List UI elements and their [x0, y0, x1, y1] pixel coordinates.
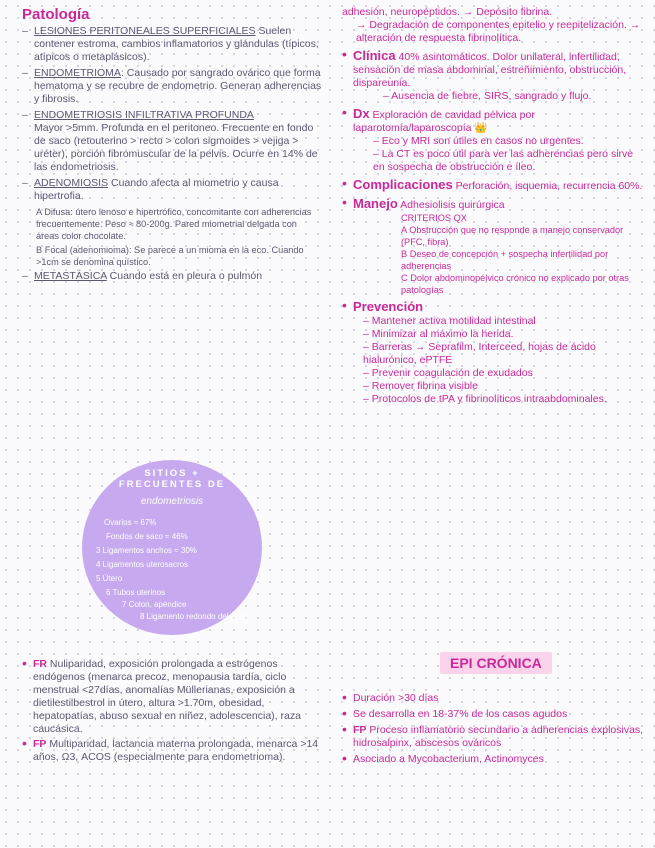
prevencion-line: – Minimizar al máximo la herida. [363, 328, 514, 340]
epi-fp-label: FP [353, 724, 367, 736]
circle-line: 5 Útero [96, 574, 123, 583]
complicaciones-label: Complicaciones [353, 177, 453, 192]
adenomiosis-text: Cuando afecta al miometrio y causa hipertrofia. [34, 177, 279, 202]
fp-item [22, 738, 322, 764]
lesiones-block [22, 25, 322, 64]
clinica-item [342, 49, 647, 103]
epi-item-text: Asociado a Mycobacterium, Actinomyces [353, 753, 544, 765]
epi-item [342, 692, 647, 705]
factores-block [22, 658, 322, 764]
metastasica-block [22, 270, 322, 283]
epi-item [342, 708, 647, 721]
endometrioma-text: Causado por sangrado ovárico que forma hematoma y se recubre de endometrio. Generan adherencias y fibrosis. [34, 67, 322, 105]
prevencion-line: – Barreras → Seprafilm, Interceed, hojas de ácido hialurónico, ePTFE [363, 341, 596, 366]
prevencion-line: – Prevenir coagulación de exudados [363, 367, 533, 379]
criterio-c [353, 272, 647, 296]
infiltrativa-text: Mayor >5mm. Profunda en el peritoneo. Frecuente en fondo de saco (retouterino > recto > colon sigmoides > vejiga > uréter), porción fibromuscular de la pelvis. Ocurre en 14% de las endometriosis. [34, 122, 318, 173]
circle-line: 4 Ligamentos uterosacros [96, 560, 189, 569]
adeno-sub-b-text: Focal (adenomioma): Se parece a un mioma en la eco. Cuando >1cm se denomina quístico. [36, 245, 304, 267]
clinica-sub: – Ausencia de fiebre, SIRS, sangrado y flujo. [383, 90, 592, 102]
circle-line: 8 Ligamento redondo del útero [140, 612, 249, 621]
epi-list [342, 692, 647, 766]
adeno-sub-b-letter: B [36, 245, 43, 255]
adeno-sub-b [22, 244, 322, 268]
endometrioma-block: – ENDOMETRIOMA: Causado por sangrado ovárico que forma hematoma y se recubre de endometrio. Generan adherencias y fibrosis. [22, 67, 322, 106]
dx-label: Dx [353, 106, 370, 121]
epi-cronica-badge-wrap [440, 652, 552, 674]
adeno-sub-a-letter: A [36, 207, 42, 217]
circle-title-2: FRECUENTES DE [118, 479, 226, 490]
adenomiosis-block [22, 177, 322, 203]
metastasica-title: METASTÁSICA [34, 270, 107, 282]
criterio-b-letter: B [401, 249, 408, 259]
epi-item-text: Se desarrolla en 18-37% de los casos agudos [353, 708, 568, 720]
fp-label: FP [33, 738, 47, 750]
dx-sub-2: – La CT es poco útil para ver las adherencias pero sirve en sospecha de obstrucción e íleo. [373, 148, 634, 173]
criterio-b-text: Deseo de concepción + sospecha infertilidad por adherencias [401, 249, 609, 271]
lesiones-title: LESIONES PERITONEALES SUPERFICIALES [34, 25, 256, 37]
metastasica-text: Cuando está en pleura o pulmón [109, 270, 263, 282]
endometrioma-title: ENDOMETRIOMA [34, 67, 121, 79]
epi-item [342, 753, 647, 766]
prevencion-line: – Protocolos de tPA y fibrinolíticos intraabdominales. [363, 393, 607, 405]
epi-item-text: Duración >30 días [353, 692, 439, 704]
circle-script: endometriosis [140, 496, 204, 507]
criterio-a [353, 224, 647, 248]
top-line-1: adhesión, neuropéptidos. → Depósito fibrina. [342, 6, 553, 18]
epi-cronica-badge: EPI CRÓNICA [440, 652, 552, 674]
circle-line: 7 Colon, apéndice [122, 600, 187, 609]
infiltrativa-block [22, 109, 322, 174]
prevencion-item [342, 300, 647, 406]
prevencion-line: – Remover fibrina visible [363, 380, 478, 392]
right-column [342, 6, 647, 406]
manejo-text: Adhesiolisis quirúrgica [400, 199, 505, 211]
dx-item [342, 107, 647, 174]
infiltrativa-title: ENDOMETRIOSIS INFILTRATIVA PROFUNDA [34, 109, 254, 121]
criterios-label: CRITERIOS QX [401, 213, 467, 223]
dx-text: Exploración de cavidad pélvica por laparotomía/laparoscopía 👑 [353, 109, 535, 134]
epi-item-text: Proceso inflamatorio secundario a adherencias explosivas, hidrosalpinx, abscesos ováricos [353, 724, 644, 749]
prevencion-label: Prevención [353, 299, 424, 314]
left-column [22, 6, 322, 286]
manejo-label: Manejo [353, 196, 398, 211]
dx-sub-1: – Eco y MRI son útiles en casos no urgentes. [373, 135, 584, 147]
prevencion-line: – Mantener activa motilidad intestinal [363, 315, 536, 327]
criterio-c-text: Dolor abdominopélvico crónico no explicado por otras patologías [401, 273, 629, 295]
adenomiosis-title: ADENOMIOSIS [34, 177, 109, 189]
patologia-heading: Patología [22, 6, 90, 23]
criterio-a-text: Obstrucción que no responde a manejo conservador (PFC, fibra) [401, 225, 624, 247]
fr-item [22, 658, 322, 736]
criterio-b [353, 248, 647, 272]
circle-line: 6 Tubos uterinos [106, 588, 166, 597]
adeno-sub-a [22, 206, 322, 242]
fr-text: Nuliparidad, exposición prolongada a estrógenos endógenos (menarca precoz, menopausia tardía, ciclo menstrual <27días, anomalías Müllerianas, exposición a dietilestilbestrol in útero, altura >1.70m, obesidad, hepatopatías, abuso sexual en niñez, adolescencia), raza caucásica. [33, 658, 301, 735]
complicaciones-text: Perforación, isquemia, recurrencia 60%. [455, 180, 643, 192]
manejo-item [342, 197, 647, 296]
adeno-sub-a-text: Difusa: útero lenoso e hipertrófico, concomitante con adherencias frecuentemente. Peso ≈ 80-200g. Pared miometrial delgada con áreas color chocolate. [36, 207, 312, 241]
circle-title-1: SITIOS + [144, 468, 200, 479]
criterio-a-letter: A [401, 225, 407, 235]
fr-label: FR [33, 658, 47, 670]
circle-line: 3 Ligamentos anchos ≈ 30% [96, 546, 197, 555]
circle-line: Ovarios ≈ 67% [104, 518, 157, 527]
top-line-2: → Degradación de componentes epitelio y reepitelización. → alteración de respuesta fibrinolítica. [356, 19, 641, 44]
fp-text: Multiparidad, lactancia materna prolongada, menarca >14 años, Ω3, ACOS (especialmente para endometrioma). [33, 738, 319, 763]
criterio-c-letter: C [401, 273, 408, 283]
clinica-label: Clínica [353, 48, 396, 63]
clinica-text: 40% asintomáticos. Dolor unilateral, infertilidad, sensación de masa abdominal, estreñimiento, obstrucción, dispareunia. [353, 51, 627, 89]
complicaciones-item [342, 178, 647, 193]
circle-title [82, 468, 262, 490]
sitios-frecuentes-circle [82, 460, 262, 635]
epi-item [342, 724, 647, 750]
lesiones-text: Suelen contener estroma, cambios inflamatorios y glándulas (típicos, atípicos o metaplásicos). [34, 25, 319, 63]
circle-line: Fondos de saco ≈ 46% [106, 532, 188, 541]
